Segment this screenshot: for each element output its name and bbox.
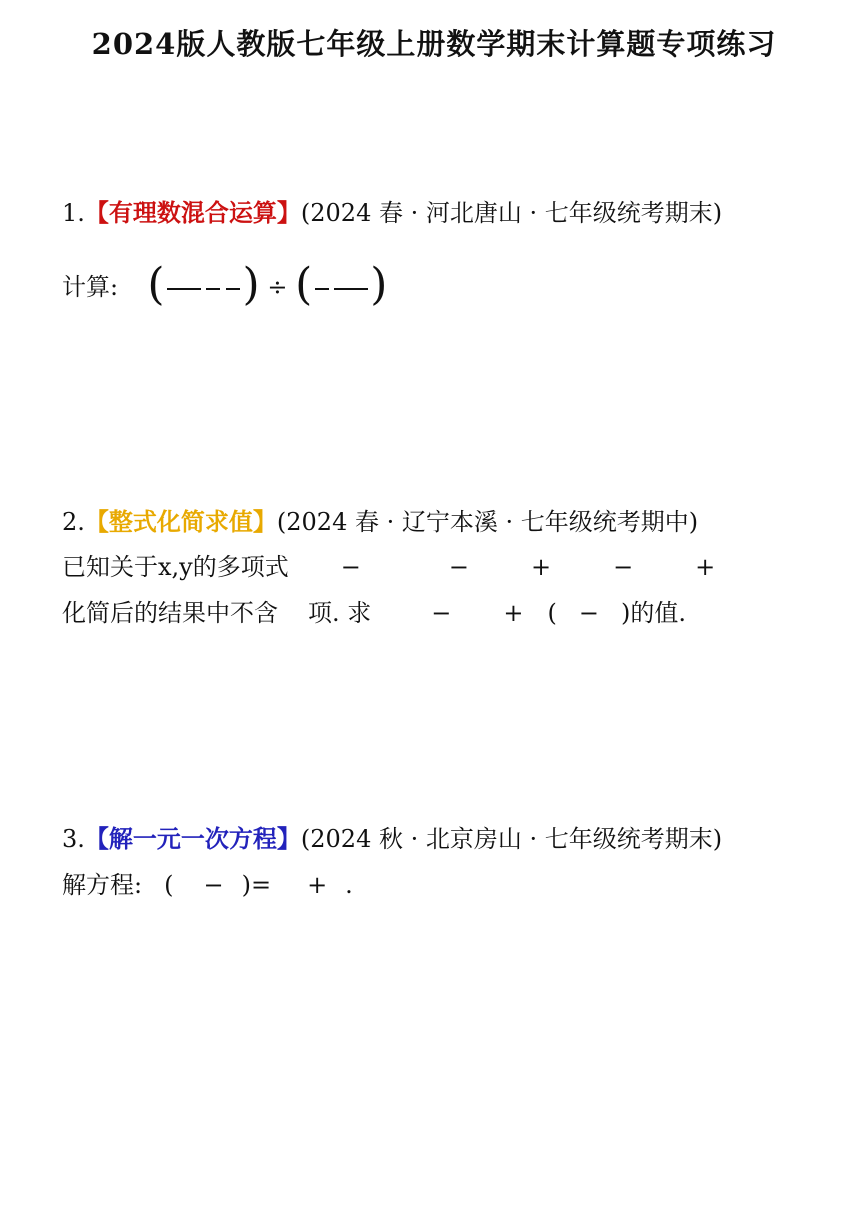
question-number: 2.	[62, 508, 85, 536]
minus-sign	[226, 288, 240, 290]
question-number: 3.	[62, 825, 85, 853]
question-text: 的值.	[630, 599, 686, 627]
operator: −	[448, 553, 469, 581]
left-paren: (	[147, 259, 165, 310]
question-label: 计算:	[62, 273, 119, 301]
operator: −	[578, 599, 599, 627]
operator: (	[164, 871, 174, 899]
operator: −	[203, 871, 224, 899]
question-source: (2024 秋 · 北京房山 · 七年级统考期末)	[300, 825, 723, 853]
operator: )	[620, 599, 631, 627]
question-2-header	[62, 505, 698, 539]
operator: +	[503, 599, 524, 627]
page-title: 2024版人教版七年级上册数学期末计算题专项练习	[91, 27, 777, 61]
operator: −	[613, 553, 634, 581]
question-source: (2024 春 · 河北唐山 · 七年级统考期末)	[300, 199, 723, 227]
operator: )	[241, 871, 251, 899]
question-1-header	[62, 196, 722, 230]
operator: +	[695, 553, 716, 581]
right-paren: )	[370, 259, 388, 310]
question-text: 项. 求	[308, 599, 372, 627]
divide-sign: ÷	[267, 273, 288, 301]
operator: −	[340, 553, 361, 581]
operator: −	[431, 599, 452, 627]
question-1-body	[62, 259, 388, 310]
question-2-line-1	[62, 550, 715, 584]
minus-sign	[334, 288, 368, 290]
question-2-line-2	[62, 596, 686, 630]
question-label: 解方程:	[62, 871, 143, 899]
right-paren: )	[242, 259, 260, 310]
left-paren: (	[295, 259, 313, 310]
question-topic-tag: 【解一元一次方程】	[84, 824, 301, 853]
question-source: (2024 春 · 辽宁本溪 · 七年级统考期中)	[276, 508, 699, 536]
question-number: 1.	[62, 199, 85, 227]
question-topic-tag: 【有理数混合运算】	[84, 198, 301, 227]
operator: =	[250, 871, 272, 899]
question-3-header	[62, 822, 722, 856]
operator: (	[547, 599, 557, 627]
operator: +	[307, 871, 328, 899]
minus-sign	[167, 288, 201, 290]
question-text: 已知关于x,y的多项式	[62, 553, 289, 581]
question-3-body	[62, 868, 353, 902]
minus-sign	[315, 288, 329, 290]
question-topic-tag: 【整式化简求值】	[84, 507, 277, 536]
operator: +	[530, 553, 552, 581]
operator: .	[345, 871, 353, 899]
minus-sign	[206, 288, 220, 290]
question-text: 化简后的结果中不含	[62, 599, 278, 627]
